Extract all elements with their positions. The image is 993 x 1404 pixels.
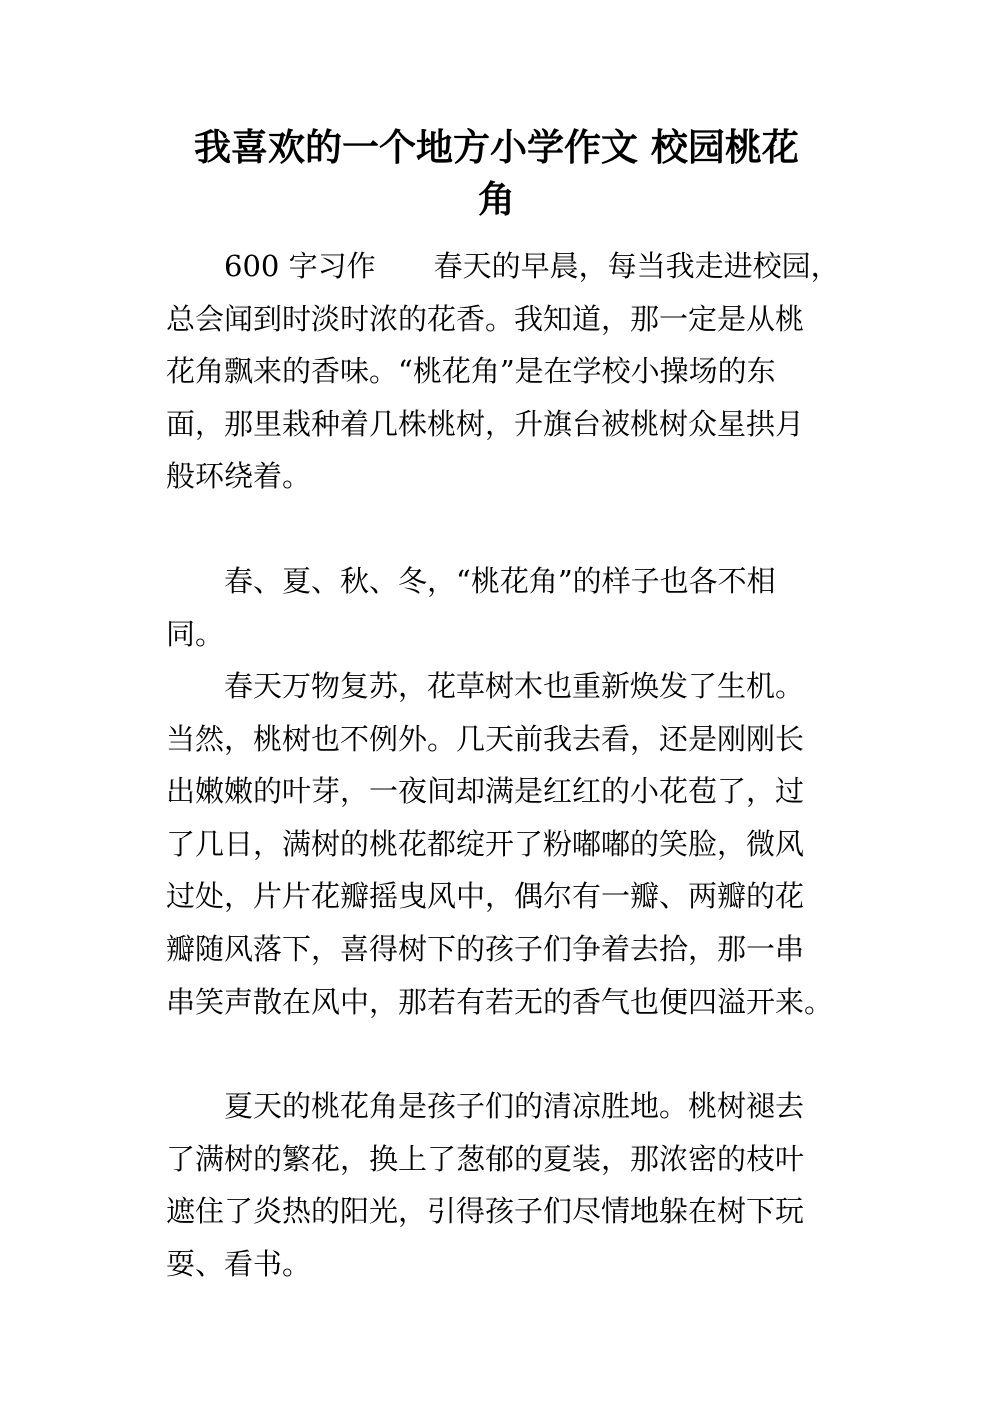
document-title: 我喜欢的一个地方小学作文 校园桃花 — [194, 126, 799, 169]
paragraph-line: 般环绕着。 — [166, 459, 312, 494]
paragraph-line: 过处，片片花瓣摇曳风中，偶尔有一瓣、两瓣的花 — [166, 879, 805, 914]
paragraph-line: 了几日，满树的桃花都绽开了粉嘟嘟的笑脸，微风 — [166, 826, 805, 861]
paragraph-line: 夏天的桃花角是孩子们的清凉胜地。桃树褪去 — [224, 1089, 805, 1123]
paragraph-line: 面，那里栽种着几株桃树，升旗台被桃树众星拱月 — [166, 406, 805, 441]
paragraph-line: 了满树的繁花，换上了葱郁的夏装，那浓密的枝叶 — [166, 1141, 805, 1176]
document-title-continued: 角 — [478, 178, 515, 221]
paragraph-line: 600 字习作 春天的早晨，每当我走进校园， — [224, 249, 840, 283]
paragraph-line: 遮住了炎热的阳光，引得孩子们尽情地躲在树下玩 — [166, 1194, 805, 1229]
paragraph-line: 耍、看书。 — [166, 1246, 312, 1281]
paragraph-line: 春天万物复苏，花草树木也重新焕发了生机。 — [224, 669, 805, 703]
paragraph-line: 春、夏、秋、冬，“桃花角”的样子也各不相 — [224, 564, 776, 598]
paragraph-line: 瓣随风落下，喜得树下的孩子们争着去拾，那一串 — [166, 932, 805, 966]
paragraph-line: 总会闻到时淡时浓的花香。我知道，那一定是从桃 — [166, 301, 805, 336]
paragraph-line: 串笑声散在风中，那若有若无的香气也便四溢开来。 — [166, 984, 834, 1019]
paragraph-line: 出嫩嫩的叶芽，一夜间却满是红红的小花苞了，过 — [166, 774, 805, 809]
paragraph-line: 同。 — [166, 616, 225, 651]
paragraph-line: 当然，桃树也不例外。几天前我去看，还是刚刚长 — [166, 721, 805, 756]
paragraph-line: 花角飘来的香味。“桃花角”是在学校小操场的东 — [166, 354, 776, 389]
